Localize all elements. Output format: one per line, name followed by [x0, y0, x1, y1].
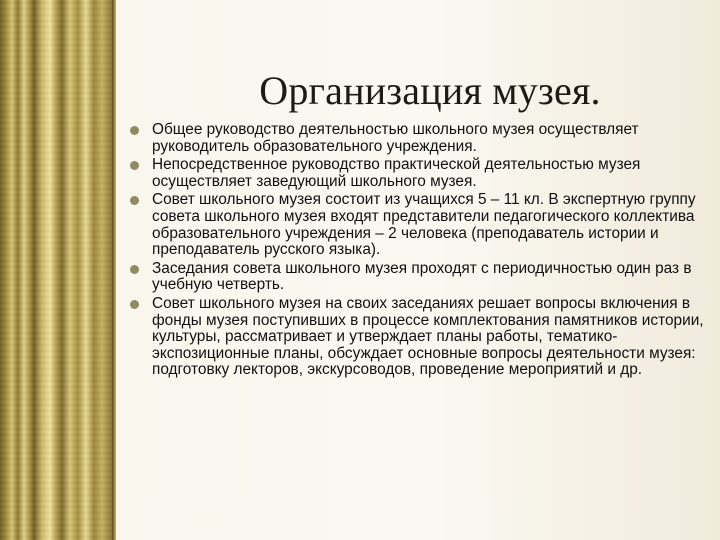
slide-title: Организация музея. — [259, 67, 601, 113]
bullet-text: Общее руководство деятельностью школьного музея осуществляет руководитель образовательного учреждения. — [152, 121, 639, 155]
bullet-icon — [130, 126, 139, 135]
bullet-icon — [130, 161, 139, 170]
band-edge — [112, 0, 116, 540]
bullet-text: Совет школьного музея на своих заседаниях решает вопросы включения в фонды музея поступивших в процессе комплектования памятников истории, культуры, рассматривает и утверждает планы работы, тематико-экспозиционные планы, обсуждает основные вопросы деятельности музея: подготовку лекторов, экскурсоводов, проведение мероприятий и др. — [152, 294, 704, 379]
bullet-text: Заседания совета школьного музея проходят с периодичностью один раз в учебную четверть. — [152, 259, 692, 294]
list-item — [128, 261, 708, 294]
bullet-icon — [130, 300, 139, 309]
list-item — [128, 157, 708, 190]
bullet-text: Совет школьного музея состоит из учащихся 5 – 11 кл. В экспертную группу совета школьного музея входят представители педагогического коллектива образовательного учреждения – 2 человека (преподаватель истории и преподаватель русского языка). — [152, 191, 696, 259]
list-item — [128, 122, 708, 155]
list-item — [128, 192, 708, 258]
bullet-list — [128, 122, 708, 381]
bullet-text: Непосредственное руководство практической деятельностью музея осуществляет заведующий школьного музея. — [152, 156, 641, 190]
gold-decorative-band — [0, 0, 112, 540]
list-item — [128, 296, 708, 379]
bullet-icon — [130, 265, 139, 274]
bullet-icon — [130, 196, 139, 205]
